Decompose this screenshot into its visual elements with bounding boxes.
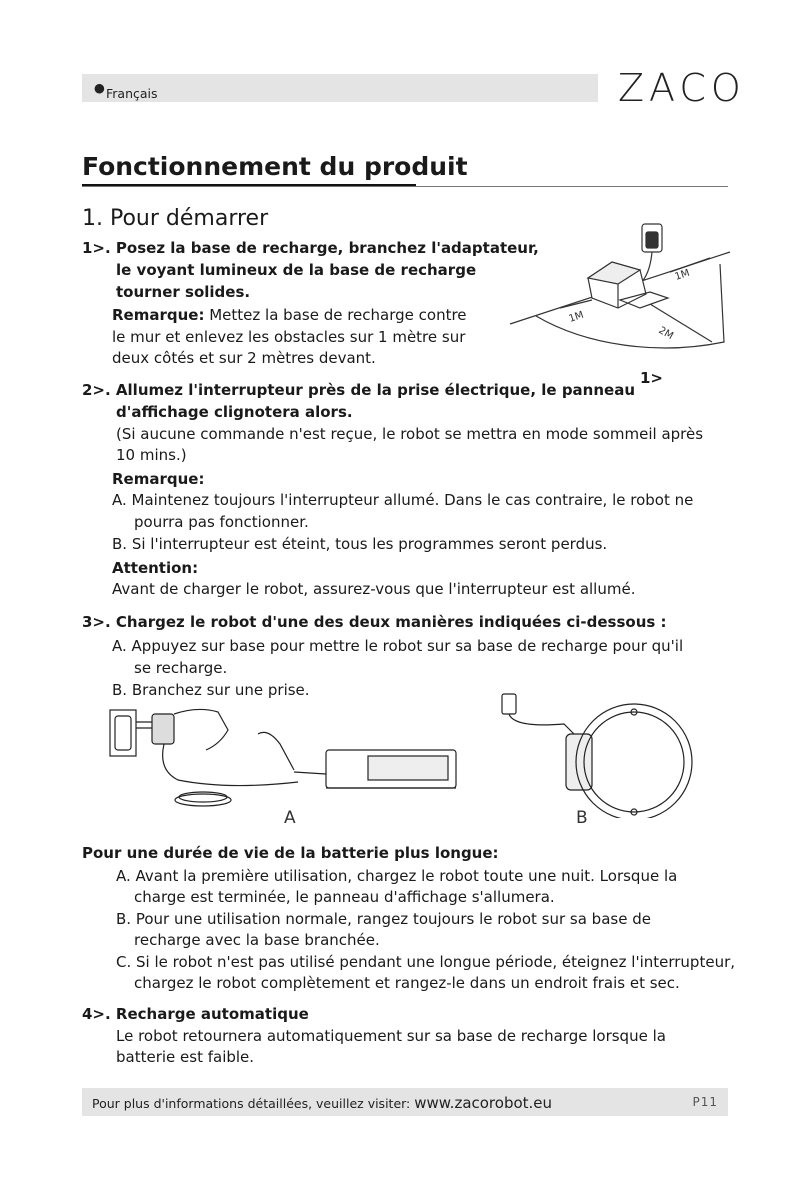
adapter-body (646, 232, 658, 248)
page-title: Fonctionnement du produit (82, 152, 468, 181)
title-rule (82, 186, 728, 187)
step2-paren-1: (Si aucune commande n'est reçue, le robot se mettra en mode sommeil après (116, 425, 704, 443)
figure-a-label: A (284, 808, 296, 828)
attention-text: Avant de charger le robot, assurez-vous que l'interrupteur est allumé. (112, 580, 636, 598)
robot-top-icon (576, 704, 692, 818)
website-link[interactable]: www.zacorobot.eu (414, 1094, 553, 1112)
battery-item-a: A. Avant la première utilisation, chargez le robot toute une nuit. Lorsque la (116, 867, 678, 885)
language-bar (82, 74, 598, 102)
title-underline (82, 184, 416, 186)
step2-paren-2: 10 mins.) (116, 446, 187, 464)
label-2m: 2M (656, 325, 675, 343)
step4-line-1: Le robot retournera automatiquement sur sa base de recharge lorsque la (116, 1027, 666, 1045)
hand-right-icon (258, 732, 294, 770)
footer-info: Pour plus d'informations détaillées, veuillez visiter: (92, 1096, 415, 1111)
step4-line-2: batterie est faible. (116, 1048, 255, 1066)
wall-outlet-icon (110, 710, 136, 756)
figure-caption-1: 1> (640, 369, 664, 387)
step2-line-2: d'affichage clignotera alors. (116, 403, 353, 421)
step3-item-a-cont: se recharge. (134, 659, 228, 677)
step2-remark-a-cont: pourra pas fonctionner. (134, 513, 309, 531)
plug-prongs (136, 722, 154, 728)
step2-remark-label: Remarque: (112, 470, 205, 488)
step1-remark-text-2: le mur et enlevez les obstacles sur 1 mètre sur (112, 328, 466, 346)
battery-item-c-cont: chargez le robot complètement et rangez-le dans un endroit frais et sec. (134, 974, 680, 992)
power-cable (163, 744, 298, 786)
plug-arrow (294, 772, 326, 774)
step1-line-3: tourner solides. (116, 283, 251, 301)
footer-bar (82, 1088, 728, 1116)
step3-item-b: B. Branchez sur une prise. (112, 681, 310, 699)
base-placement-figure (500, 212, 740, 392)
step1-remark (112, 305, 467, 326)
step1-line-2: le voyant lumineux de la base de recharge (116, 261, 477, 279)
language-label: ● Français (94, 80, 158, 101)
attention-label: Attention: (112, 559, 199, 577)
step1-line-1: 1>. Posez la base de recharge, branchez l'adaptateur, (82, 239, 539, 257)
figure-b-label: B (576, 808, 588, 828)
step2-remark-b: B. Si l'interrupteur est éteint, tous les programmes seront perdus. (112, 535, 608, 553)
arrow-right (670, 258, 710, 272)
step2-remark-a: A. Maintenez toujours l'interrupteur allumé. Dans le cas contraire, le robot ne (112, 491, 694, 509)
outlet-face (115, 716, 131, 750)
hand-left-icon (174, 709, 228, 750)
figure-b-dock-charging (494, 688, 704, 818)
arrow-front (650, 304, 712, 342)
adapter-icon (502, 694, 516, 714)
robot-side-panel (368, 756, 448, 780)
arrow-left (560, 300, 592, 308)
label-1m-left: 1M (567, 309, 586, 325)
battery-item-c: C. Si le robot n'est pas utilisé pendant une longue période, éteignez l'interrupteur, (116, 953, 736, 971)
battery-item-a-cont: charge est terminée, le panneau d'affichage s'allumera. (134, 888, 555, 906)
page-number: P11 (692, 1095, 718, 1109)
section-title: 1. Pour démarrer (82, 206, 269, 231)
step1-remark-text-3: deux côtés et sur 2 mètres devant. (112, 349, 376, 367)
battery-item-b: B. Pour une utilisation normale, rangez toujours le robot sur sa base de (116, 910, 651, 928)
step1-remark-label: Remarque: (112, 306, 205, 324)
footer-text (92, 1094, 552, 1112)
battery-title: Pour une durée de vie de la batterie plus longue: (82, 844, 499, 862)
step3-title: 3>. Chargez le robot d'une des deux manières indiquées ci-dessous : (82, 613, 667, 631)
battery-item-b-cont: recharge avec la base branchée. (134, 931, 380, 949)
step1-remark-text-1: Mettez la base de recharge contre (204, 306, 467, 324)
label-1m-right: 1M (673, 267, 692, 283)
figure-a-outlet-charging (108, 700, 462, 812)
step4-title: 4>. Recharge automatique (82, 1005, 309, 1023)
step2-line-1: 2>. Allumez l'interrupteur près de la prise électrique, le panneau (82, 381, 636, 399)
robot-top-inner (584, 712, 684, 812)
zaco-logo: ZACO (618, 66, 746, 110)
adapter-plug-icon (152, 714, 174, 744)
step3-item-a: A. Appuyez sur base pour mettre le robot sur sa base de recharge pour qu'il (112, 637, 684, 655)
